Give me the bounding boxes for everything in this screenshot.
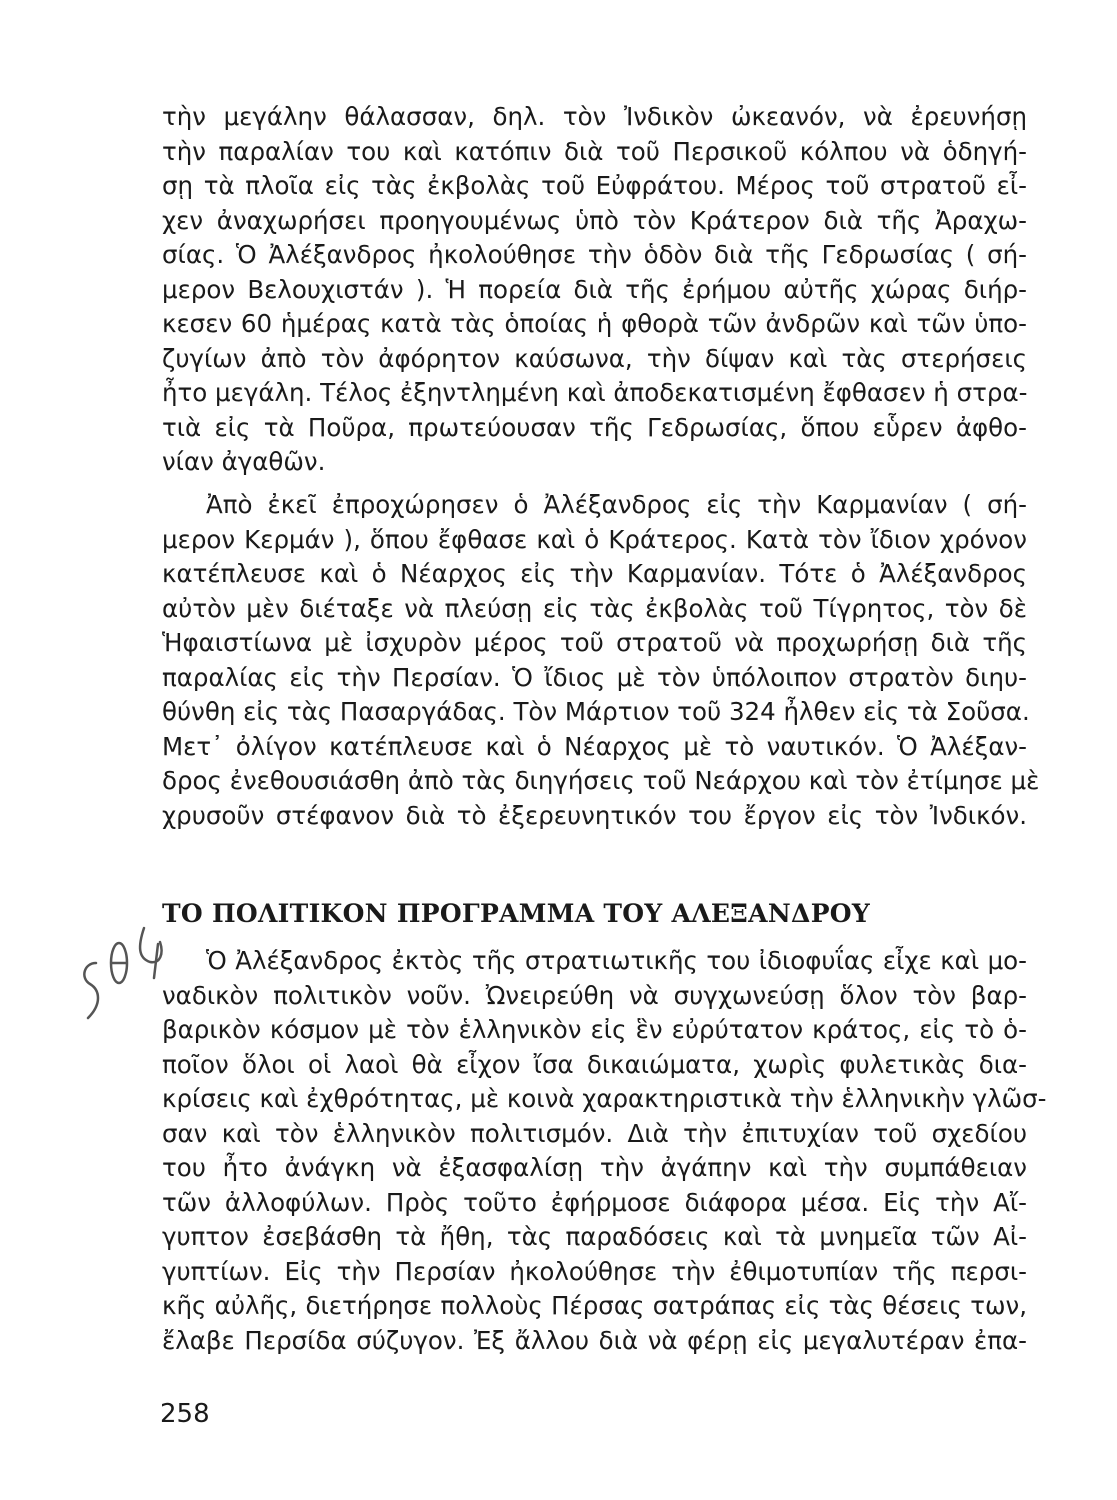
text-line: του ἦτο ἀνάγκη νὰ ἐξασφαλίσῃ τὴν ἀγάπην καὶ τὴν συμπάθειαν [162,1153,1027,1182]
text-line: ἦτο μεγάλη. Τέλος ἐξηντλημένη καὶ ἀποδεκατισμένη ἔφθασεν ἡ στρα- [162,378,1028,407]
text-line: νίαν ἀγαθῶν. [162,447,326,476]
text-line: χεν ἀναχωρήσει προηγουμένως ὑπὸ τὸν Κράτερον διὰ τῆς Ἀραχω- [162,205,1027,235]
text-line: σῃ τὰ πλοῖα εἰς τὰς ἐκβολὰς τοῦ Εὐφράτου. Μέρος τοῦ στρατοῦ εἶ- [162,171,1027,200]
text-line: κατέπλευσε καὶ ὁ Νέαρχος εἰς τὴν Καρμανίαν. Τότε ὁ Ἀλέξανδρος [162,559,1027,588]
paragraph-political-program [162,944,1047,1358]
paragraph-karmania [162,488,1040,833]
text-line: μερον Κερμάν ), ὅπου ἔφθασε καὶ ὁ Κράτερος. Κατὰ τὸν ἴδιον χρόνον [162,524,1027,554]
text-line: τιὰ εἰς τὰ Ποῦρα, πρωτεύουσαν τῆς Γεδρωσίας, ὅπου εὗρεν ἀφθο- [162,412,1027,442]
text-line: μερον Βελουχιστάν ). Ἡ πορεία διὰ τῆς ἐρήμου αὐτῆς χώρας διήρ- [162,274,1027,304]
text-line: παραλίας εἰς τὴν Περσίαν. Ὁ ἴδιος μὲ τὸν ὑπόλοιπον στρατὸν διηυ- [162,662,1027,692]
text-line: Ἡφαιστίωνα μὲ ἰσχυρὸν μέρος τοῦ στρατοῦ νὰ προχωρήσῃ διὰ τῆς [162,628,1027,657]
text-line: κῆς αὐλῆς, διετήρησε πολλοὺς Πέρσας σατράπας εἰς τὰς θέσεις των, [162,1291,1027,1320]
text-line: βαρικὸν κόσμον μὲ τὸν ἑλληνικὸν εἰς ἓν εὐρύτατον κράτος, εἰς τὸ ὁ- [162,1015,1027,1044]
text-line: αὐτὸν μὲν διέταξε νὰ πλεύσῃ εἰς τὰς ἐκβολὰς τοῦ Τίγρητος, τὸν δὲ [162,593,1027,623]
handwritten-margin-note [74,918,174,1028]
text-line: ἔλαβε Περσίδα σύζυγον. Ἐξ ἄλλου διὰ νὰ φέρῃ εἰς μεγαλυτέραν ἐπα- [162,1325,1027,1355]
text-line: τὴν παραλίαν του καὶ κατόπιν διὰ τοῦ Περσικοῦ κόλπου νὰ ὁδηγή- [162,136,1027,166]
text-line: Ὁ Ἀλέξανδρος ἐκτὸς τῆς στρατιωτικῆς του ἰδιοφυΐας εἶχε καὶ μο- [206,946,1027,975]
text-line: σίας. Ὁ Ἀλέξανδρος ἠκολούθησε τὴν ὁδὸν διὰ τῆς Γεδρωσίας ( σή- [162,240,1027,269]
text-line: γυπτον ἐσεβάσθη τὰ ἤθη, τὰς παραδόσεις καὶ τὰ μνημεῖα τῶν Αἰ- [162,1222,1027,1251]
text-line: σαν καὶ τὸν ἑλληνικὸν πολιτισμόν. Διὰ τὴν ἐπιτυχίαν τοῦ σχεδίου [162,1118,1027,1148]
page-number: 258 [160,1399,210,1429]
text-line: ζυγίων ἀπὸ τὸν ἀφόρητον καύσωνα, τὴν δίψαν καὶ τὰς στερήσεις [162,343,1027,373]
text-line: Μετ᾽ ὀλίγον κατέπλευσε καὶ ὁ Νέαρχος μὲ τὸ ναυτικόν. Ὁ Ἀλέξαν- [162,731,1027,761]
paragraph-gedrosia [162,100,1027,480]
text-line: Ἀπὸ ἐκεῖ ἐπροχώρησεν ὁ Ἀλέξανδρος εἰς τὴν Καρμανίαν ( σή- [206,490,1027,519]
text-line: θύνθη εἰς τὰς Πασαργάδας. Τὸν Μάρτιον τοῦ 324 ἦλθεν εἰς τὰ Σοῦσα. [162,697,1030,726]
text-line: τὴν μεγάλην θάλασσαν, δηλ. τὸν Ἰνδικὸν ὠκεανόν, νὰ ἐρευνήσῃ [162,102,1027,131]
text-line: κεσεν 60 ἡμέρας κατὰ τὰς ὁποίας ἡ φθορὰ τῶν ἀνδρῶν καὶ τῶν ὑπο- [162,309,1027,338]
text-line: γυπτίων. Εἰς τὴν Περσίαν ἠκολούθησε τὴν ἐθιμοτυπίαν τῆς περσι- [162,1256,1027,1286]
text-line: δρος ἐνεθουσιάσθη ἀπὸ τὰς διηγήσεις τοῦ Νεάρχου καὶ τὸν ἐτίμησε μὲ [162,766,1040,795]
text-line: χρυσοῦν στέφανον διὰ τὸ ἐξερευνητικόν του ἔργον εἰς τὸν Ἰνδικόν. [162,800,1027,830]
text-line: ναδικὸν πολιτικὸν νοῦν. Ὠνειρεύθη νὰ συγχωνεύσῃ ὅλον τὸν βαρ- [162,980,1027,1010]
text-line: τῶν ἀλλοφύλων. Πρὸς τοῦτο ἐφήρμοσε διάφορα μέσα. Εἰς τὴν Αἴ- [162,1187,1027,1217]
section-heading: ΤΟ ΠΟΛΙΤΙΚΟΝ ΠΡΟΓΡΑΜΜΑ ΤΟΥ ΑΛΕΞΑΝΔΡΟΥ [162,899,871,928]
text-line: ποῖον ὅλοι οἱ λαοὶ θὰ εἶχον ἴσα δικαιώματα, χωρὶς φυλετικὰς δια- [162,1049,1027,1079]
text-line: κρίσεις καὶ ἐχθρότητας, μὲ κοινὰ χαρακτηριστικὰ τὴν ἑλληνικὴν γλῶσ- [162,1084,1047,1113]
